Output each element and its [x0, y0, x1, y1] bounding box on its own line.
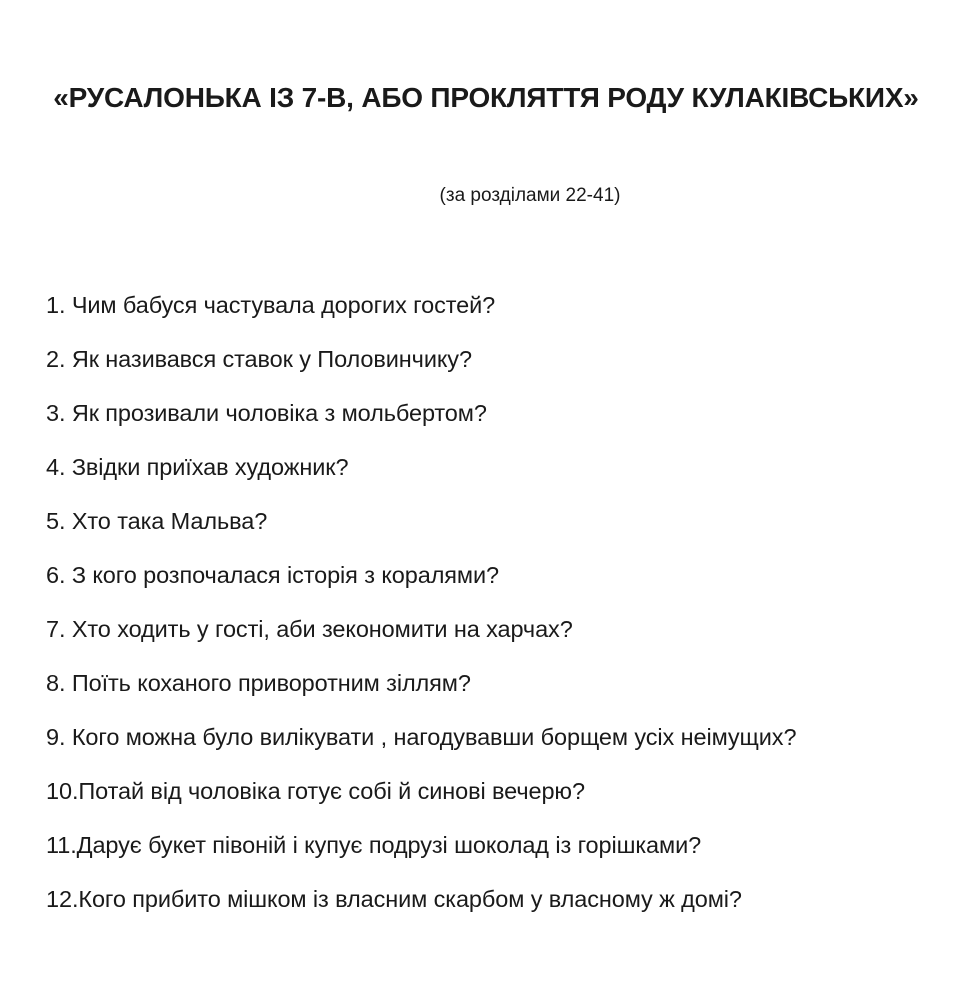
document-title: «РУСАЛОНЬКА ІЗ 7-В, АБО ПРОКЛЯТТЯ РОДУ КУЛАКІВСЬКИХ» — [53, 82, 919, 113]
question-item: 9. Кого можна було вилікувати , нагодувавши борщем усіх неімущих? — [46, 724, 797, 750]
question-item: 3. Як прозивали чоловіка з мольбертом? — [46, 400, 487, 426]
question-item: 11.Дарує букет півоній і купує подрузі шоколад із горішками? — [46, 832, 702, 858]
question-item: 6. З кого розпочалася історія з коралями? — [46, 562, 499, 588]
document-subtitle: (за розділами 22-41) — [439, 185, 621, 206]
question-item: 8. Поїть коханого приворотним зіллям? — [46, 670, 471, 696]
question-item: 2. Як називався ставок у Половинчику? — [46, 346, 472, 372]
question-item: 7. Хто ходить у гості, аби зекономити на харчах? — [46, 616, 573, 642]
question-list — [46, 278, 796, 926]
question-item: 5. Хто така Мальва? — [46, 508, 268, 534]
question-item: 4. Звідки приїхав художник? — [46, 454, 349, 480]
question-item: 10.Потай від чоловіка готує собі й синові вечерю? — [46, 778, 585, 804]
question-item: 12.Кого прибито мішком із власним скарбом у власному ж домі? — [46, 886, 742, 912]
question-item: 1. Чим бабуся частувала дорогих гостей? — [46, 292, 496, 318]
